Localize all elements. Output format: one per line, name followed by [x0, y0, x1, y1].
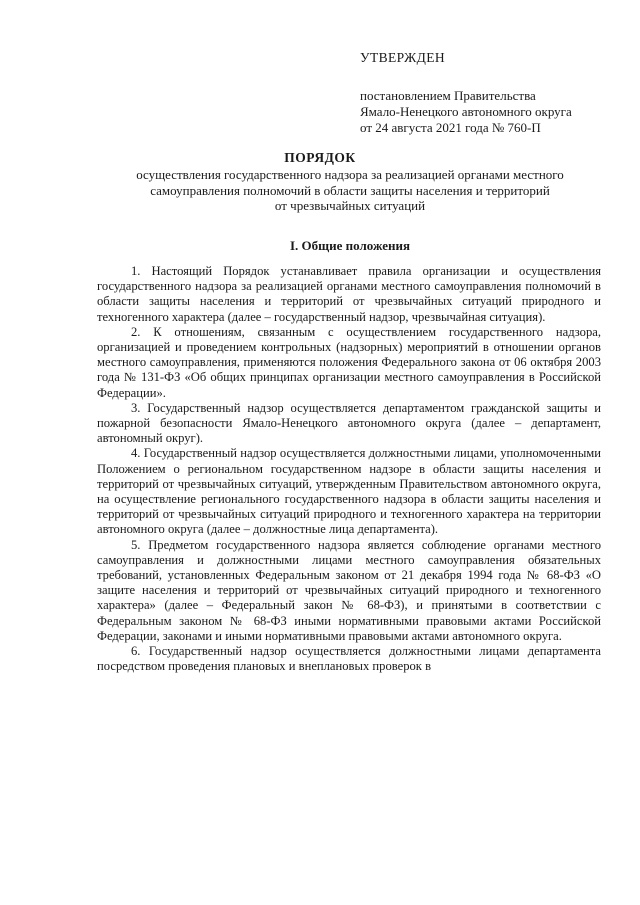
- approval-line: постановлением Правительства: [360, 88, 536, 103]
- paragraph-1: 1. Настоящий Порядок устанавливает правила организации и осуществления государственного надзора за реализацией органами местного самоуправления полномочий в области защиты населения и территорий от чрезвычайных ситуаций природного и техногенного характера (далее – государственный надзор, чрезвычайная ситуация).: [97, 264, 601, 324]
- subtitle-line: от чрезвычайных ситуаций: [274, 198, 426, 213]
- approval-title: УТВЕРЖДЕН: [360, 50, 445, 65]
- paragraph-6: 6. Государственный надзор осуществляется должностными лицами департамента посредством проведения плановых и внеплановых проверок в: [97, 644, 601, 674]
- approval-line: Ямало-Ненецкого автономного округа: [360, 104, 572, 119]
- paragraph-2: 2. К отношениям, связанным с осуществлением государственного надзора, организацией и проведением контрольных (надзорных) мероприятий в отношении органов местного самоуправления, применяются положения Федерального закона от 06 октября 2003 года № 131-ФЗ «Об общих принципах организации местного самоуправления в Российской Федерации».: [97, 324, 601, 400]
- paragraph-4: 4. Государственный надзор осуществляется должностными лицами, уполномоченными Положением о региональном государственном надзоре в области защиты населения и территорий от чрезвычайных ситуаций, утвержденным Правительством автономного округа, на осуществление регионального государственного надзора в области защиты населения и территорий от чрезвычайных ситуаций природного и техногенного характера на территории автономного округа (далее – должностные лица департамента).: [97, 446, 601, 537]
- section-title: I. Общие положения: [290, 238, 410, 253]
- subtitle-line: самоуправления полномочий в области защиты населения и территорий: [150, 182, 550, 198]
- approval-line: от 24 августа 2021 года № 760-П: [360, 120, 541, 135]
- document-subtitle: [80, 167, 620, 214]
- paragraph-3: 3. Государственный надзор осуществляется департаментом гражданской защиты и пожарной безопасности Ямало-Ненецкого автономного округа (далее – департамент, автономный округ).: [97, 400, 601, 446]
- document-title: ПОРЯДОК: [284, 150, 356, 165]
- subtitle-line: осуществления государственного надзора за реализацией органами местного: [136, 167, 564, 182]
- approval-block: [360, 50, 610, 136]
- paragraph-5: 5. Предметом государственного надзора является соблюдение органами местного самоуправления и должностными лицами местного самоуправления обязательных требований, установленных Федеральным законом от 21 декабря 1994 года № 68-ФЗ «О защите населения и территорий от чрезвычайных ситуаций природного и техногенного характера» (далее – Федеральный закон № 68-ФЗ), и принятыми в соответствии с Федеральным законом № 68-ФЗ иными нормативными правовыми актами Российской Федерации, законами и иными нормативными правовыми актами автономного округа.: [97, 537, 601, 643]
- section-body: [97, 264, 601, 674]
